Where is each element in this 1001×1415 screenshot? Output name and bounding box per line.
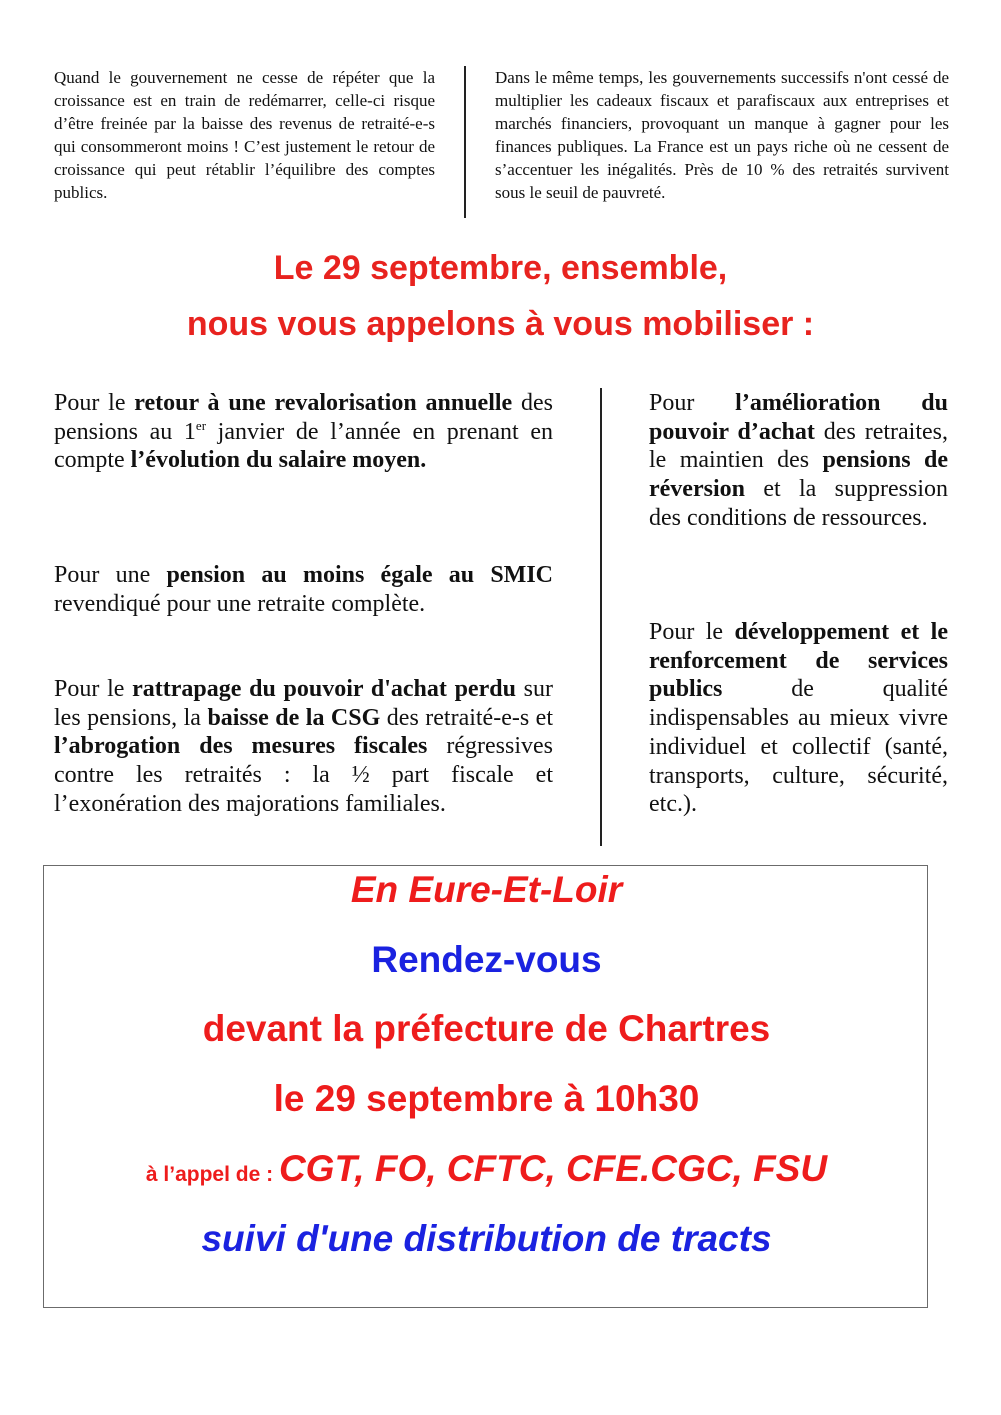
box-datetime: le 29 septembre à 10h30 bbox=[273, 1078, 700, 1119]
intro-left-paragraph: Quand le gouvernement ne cesse de répéter que la croissance est en train de redémarrer, celle-ci risque d’être freinée par la baisse des revenus de retraité-e-s qui consommeront moins ! C’est justement le retour de croissance qui peut rétablir l’équilibre des comptes publics. bbox=[54, 68, 435, 202]
headline-line-1: Le 29 septembre, ensemble, bbox=[273, 249, 728, 287]
demand-bold: rattrapage du pouvoir d'achat perdu bbox=[132, 676, 516, 702]
box-appel-prefix: à l’appel de : bbox=[145, 1163, 279, 1186]
demands-column-divider bbox=[600, 388, 602, 846]
demand-text: Pour le bbox=[649, 619, 735, 645]
demand-text: des retraité-e-s et bbox=[380, 704, 554, 731]
demand-text: régressives contre les retraités : la ½ part fiscale et l’exonération des majorations familiales. bbox=[54, 733, 553, 817]
demand-bold: l’abrogation des mesures fiscales bbox=[54, 733, 428, 760]
box-rendezvous: Rendez-vous bbox=[371, 939, 602, 980]
demand-text: Pour le bbox=[54, 676, 133, 702]
demand-rattrapage bbox=[54, 675, 553, 819]
demand-bold: développement et le renforcement de services publics bbox=[649, 619, 948, 703]
demand-text: de qualité indispensables au mieux vivre individuel et collectif (santé, transports, culture, sécurité, etc.). bbox=[649, 676, 948, 818]
demand-services-publics bbox=[649, 618, 948, 819]
demand-bold: pensions de réversion bbox=[649, 447, 948, 503]
demand-smic bbox=[54, 561, 553, 618]
demand-text: des pensions au 1 bbox=[54, 390, 553, 445]
box-followup: suivi d'une distribution de tracts bbox=[201, 1218, 772, 1259]
demand-bold: retour à une revalorisation annuelle bbox=[134, 390, 513, 416]
demand-text: sur les pensions, la bbox=[54, 676, 553, 731]
demand-text: des retraites, le maintien des bbox=[649, 418, 949, 474]
demand-text: Pour le bbox=[54, 390, 135, 416]
demand-bold: pension au moins égale au SMIC bbox=[166, 562, 553, 588]
box-place: En Eure-Et-Loir bbox=[350, 869, 623, 910]
demand-text: Pour bbox=[649, 390, 736, 416]
demand-pouvoir-achat bbox=[649, 389, 948, 533]
demand-bold: l’amélioration du pouvoir d’achat bbox=[649, 390, 948, 445]
demand-bold: l’évolution du salaire moyen. bbox=[130, 447, 427, 474]
headline-line-2: nous vous appelons à vous mobiliser : bbox=[186, 305, 815, 343]
rendezvous-box bbox=[43, 865, 928, 1308]
box-unions: CGT, FO, CFTC, CFE.CGC, FSU bbox=[278, 1148, 828, 1189]
demand-bold: baisse de la CSG bbox=[207, 704, 381, 731]
intro-right-paragraph: Dans le même temps, les gouvernements successifs n'ont cessé de multiplier les cadeaux fiscaux et parafiscaux aux entreprises et marchés financiers, provoquant un manque à gagner pour les finances publiques. La France est un pays riche où ne cessent de s’accentuer les inégalités. Près de 10 % des retraités survivent sous le seuil de pauvreté. bbox=[495, 68, 949, 202]
box-location: devant la préfecture de Chartres bbox=[202, 1008, 771, 1049]
demand-text: revendiqué pour une retraite complète. bbox=[54, 590, 426, 617]
box-appel bbox=[44, 1146, 929, 1198]
demand-text: Pour une bbox=[54, 562, 167, 588]
intro-column-divider bbox=[464, 66, 466, 218]
demand-revalorisation bbox=[54, 389, 553, 475]
demand-text: et la suppression des conditions de ressources. bbox=[649, 476, 948, 531]
demand-superscript: er bbox=[195, 417, 207, 433]
demand-text: janvier de l’année en prenant en compte bbox=[54, 418, 553, 474]
